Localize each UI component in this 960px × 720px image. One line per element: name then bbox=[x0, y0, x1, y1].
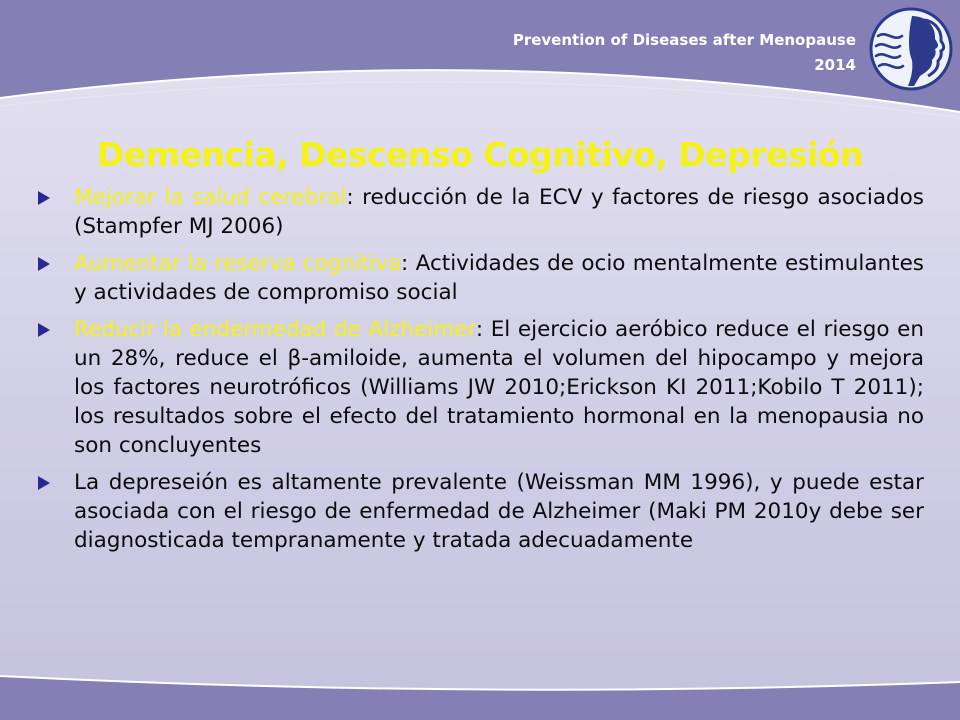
triangle-bullet-icon bbox=[38, 257, 50, 271]
bullet-item-cognitive-reserve bbox=[36, 249, 924, 307]
bullet-item-brain-health bbox=[36, 183, 924, 241]
header-title: Prevention of Diseases after Menopause bbox=[512, 31, 856, 49]
header-year: 2014 bbox=[814, 56, 856, 74]
bullet-text: : reducción de la ECV y factores de riesgo asociados (Stampfer MJ 2006) bbox=[74, 185, 924, 239]
bullet-text: La depreseión es altamente prevalente (Weissman MM 1996), y puede estar asociada con el riesgo de enfermedad de Alzheimer (Maki PM 2010y debe ser diagnosticada tempranamente y tratada adecuadamente bbox=[74, 470, 924, 553]
bullet-highlight: Reducir la endermedad de Alzheimer bbox=[74, 317, 476, 342]
triangle-bullet-icon bbox=[38, 323, 50, 337]
bullet-item-alzheimer bbox=[36, 315, 924, 460]
bullet-item-depression bbox=[36, 468, 924, 555]
slide-title: Demencia, Descenso Cognitivo, Depresión bbox=[96, 135, 864, 174]
triangle-bullet-icon bbox=[38, 476, 50, 490]
faces-profile-logo-icon bbox=[868, 6, 954, 92]
bullet-text: : Actividades de ocio mentalmente estimulantes y actividades de compromiso social bbox=[74, 251, 924, 305]
bullet-list bbox=[36, 183, 924, 563]
bullet-highlight: Mejorar la salud cerebral bbox=[74, 185, 347, 210]
bullet-highlight: Aumentar la reserva cognitiva bbox=[74, 251, 402, 276]
slide-header bbox=[513, 28, 856, 78]
triangle-bullet-icon bbox=[38, 191, 50, 205]
bullet-text: : El ejercicio aeróbico reduce el riesgo en un 28%, reduce el β-amiloide, aumenta el volumen del hipocampo y mejora los factores neurotróficos (Williams JW 2010;Erickson KI 2011;Kobilo T 2011); los resultados sobre el efecto del tratamiento hormonal en la menopausia no son concluyentes bbox=[74, 317, 924, 458]
